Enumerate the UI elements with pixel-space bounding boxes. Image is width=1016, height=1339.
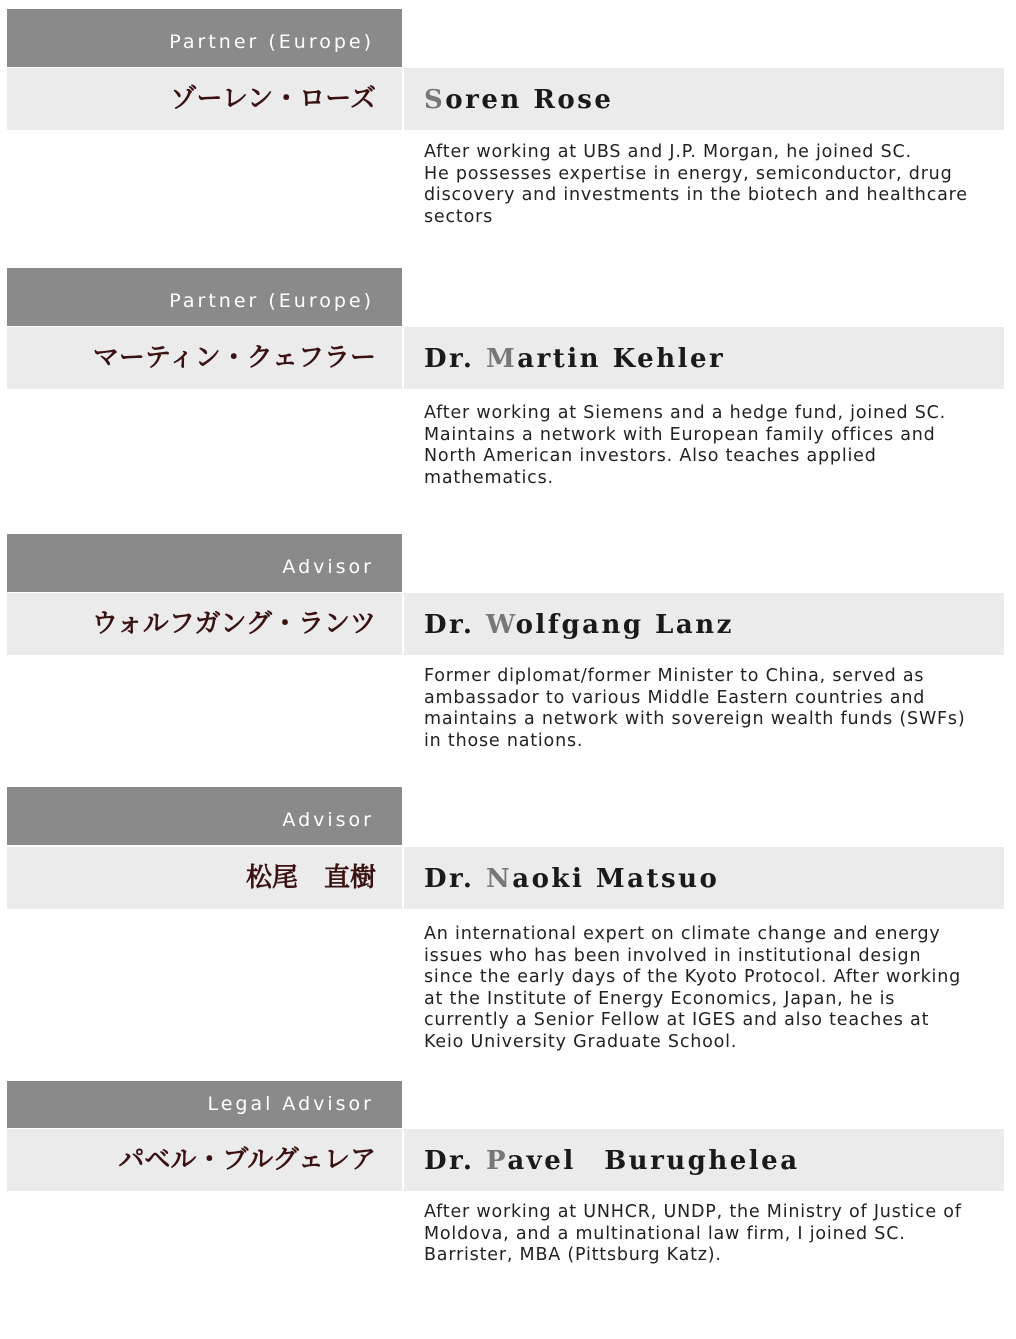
bio-line: at the Institute of Energy Economics, Japan, he is [424, 988, 896, 1009]
name-prefix: Dr. [424, 1146, 486, 1176]
divider [402, 327, 404, 389]
name-row [7, 327, 1004, 389]
name-rest: avel Burughelea [507, 1146, 800, 1176]
divider [402, 1129, 404, 1191]
divider [402, 593, 404, 655]
bio-text [424, 403, 1009, 489]
japanese-name: 松尾 直樹 [245, 863, 376, 893]
bio-line: Former diplomat/former Minister to China, served as [424, 666, 925, 686]
bio-text [424, 924, 1009, 1053]
bio-line: mathematics. [424, 467, 554, 488]
role-banner: Advisor [7, 787, 402, 845]
name-prefix: Dr. [424, 344, 486, 374]
bio-line: An international expert on climate change and energy [424, 924, 941, 944]
name-initial: P [485, 1146, 508, 1176]
name-prefix: Dr. [424, 610, 486, 640]
bio-text [424, 1202, 1009, 1267]
bio-line: maintains a network with sovereign wealth funds (SWFs) [424, 709, 966, 729]
bio-line: discovery and investments in the biotech and healthcare [424, 185, 968, 205]
name-initial: M [485, 344, 518, 374]
role-banner: Legal Advisor [7, 1081, 402, 1128]
bio-line: in those nations. [424, 730, 584, 751]
bio-line: issues who has been involved in institutional design [424, 945, 922, 966]
divider [402, 847, 404, 909]
role-banner: Partner (Europe) [7, 268, 402, 326]
bio-line: Maintains a network with European family offices and [424, 424, 936, 445]
name-initial: N [485, 864, 513, 894]
bio-line: North American investors. Also teaches applied [424, 446, 877, 466]
bio-line: sectors [424, 206, 493, 227]
japanese-name: ウォルフガング・ランツ [91, 609, 376, 639]
bio-line: Moldova, and a multinational law firm, I joined SC. [424, 1223, 906, 1244]
name-rest: artin Kehler [517, 344, 726, 374]
bio-line: After working at UBS and J.P. Morgan, he joined SC. [424, 142, 912, 162]
bio-line: He possesses expertise in energy, semiconductor, drug [424, 163, 953, 184]
name-row [7, 847, 1004, 909]
role-banner: Advisor [7, 534, 402, 592]
japanese-name: マーティン・クェフラー [92, 343, 376, 373]
name-initial: W [485, 610, 516, 640]
english-name [424, 847, 719, 911]
divider [402, 68, 404, 130]
english-name [424, 1129, 800, 1193]
name-row [7, 68, 1004, 130]
japanese-name: パベル・ブルグェレア [118, 1145, 376, 1175]
bio-line: After working at Siemens and a hedge fund, joined SC. [424, 403, 947, 423]
bio-line: After working at UNHCR, UNDP, the Ministry of Justice of [424, 1202, 962, 1222]
name-rest: olfgang Lanz [515, 610, 734, 640]
name-rest: oren Rose [445, 85, 614, 115]
name-initial: S [424, 85, 446, 115]
bio-line: ambassador to various Middle Eastern countries and [424, 687, 926, 708]
role-banner: Partner (Europe) [7, 9, 402, 67]
name-rest: aoki Matsuo [512, 864, 720, 894]
english-name [424, 68, 613, 132]
english-name [424, 327, 725, 391]
bio-line: Barrister, MBA (Pittsburg Katz). [424, 1245, 722, 1265]
bio-line: Keio University Graduate School. [424, 1031, 738, 1052]
japanese-name: ゾーレン・ローズ [170, 84, 376, 114]
bio-text [424, 142, 1009, 228]
bio-line: since the early days of the Kyoto Protocol. After working [424, 967, 961, 987]
english-name [424, 593, 734, 657]
name-row [7, 593, 1004, 655]
bio-text [424, 666, 1009, 752]
name-row [7, 1129, 1004, 1191]
bio-line: currently a Senior Fellow at IGES and also teaches at [424, 1010, 930, 1030]
name-prefix: Dr. [424, 864, 486, 894]
